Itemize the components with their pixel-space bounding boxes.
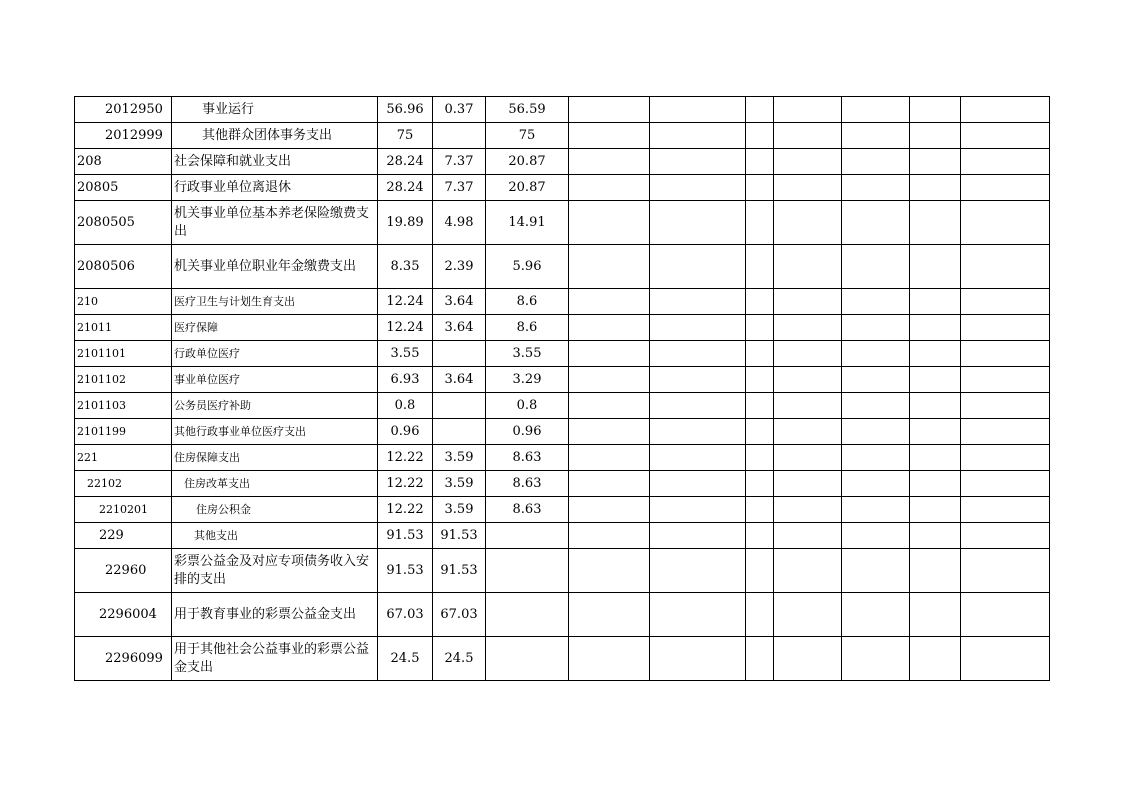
row-total: 67.03 xyxy=(378,593,433,637)
table-row xyxy=(75,523,1050,549)
row-basic xyxy=(433,419,486,445)
empty-cell xyxy=(961,419,1050,445)
row-total: 8.35 xyxy=(378,245,433,289)
empty-cell xyxy=(842,393,910,419)
row-basic xyxy=(433,341,486,367)
empty-cell xyxy=(569,97,650,123)
empty-cell xyxy=(746,497,774,523)
empty-cell xyxy=(650,97,746,123)
empty-cell xyxy=(650,497,746,523)
row-total: 28.24 xyxy=(378,149,433,175)
table-row xyxy=(75,97,1050,123)
empty-cell xyxy=(961,97,1050,123)
row-total: 28.24 xyxy=(378,175,433,201)
empty-cell xyxy=(961,445,1050,471)
empty-cell xyxy=(842,593,910,637)
empty-cell xyxy=(842,497,910,523)
empty-cell xyxy=(910,123,961,149)
empty-cell xyxy=(842,445,910,471)
row-code: 2101101 xyxy=(75,341,172,367)
empty-cell xyxy=(774,367,842,393)
table-row xyxy=(75,149,1050,175)
empty-cell xyxy=(746,149,774,175)
empty-cell xyxy=(774,289,842,315)
empty-cell xyxy=(842,245,910,289)
row-project: 8.6 xyxy=(486,315,569,341)
table-row xyxy=(75,175,1050,201)
row-total: 12.22 xyxy=(378,445,433,471)
row-total: 12.22 xyxy=(378,471,433,497)
table-row xyxy=(75,289,1050,315)
empty-cell xyxy=(746,471,774,497)
empty-cell xyxy=(910,593,961,637)
empty-cell xyxy=(746,315,774,341)
row-code: 210 xyxy=(75,289,172,315)
row-name: 社会保障和就业支出 xyxy=(172,149,378,175)
row-total: 56.96 xyxy=(378,97,433,123)
row-total: 6.93 xyxy=(378,367,433,393)
empty-cell xyxy=(842,471,910,497)
empty-cell xyxy=(569,123,650,149)
empty-cell xyxy=(961,497,1050,523)
empty-cell xyxy=(961,523,1050,549)
empty-cell xyxy=(910,419,961,445)
table-row xyxy=(75,497,1050,523)
table-row xyxy=(75,593,1050,637)
empty-cell xyxy=(569,637,650,681)
empty-cell xyxy=(650,445,746,471)
row-code: 2210201 xyxy=(75,497,172,523)
row-project xyxy=(486,523,569,549)
empty-cell xyxy=(650,549,746,593)
empty-cell xyxy=(746,175,774,201)
empty-cell xyxy=(910,149,961,175)
empty-cell xyxy=(961,593,1050,637)
empty-cell xyxy=(910,393,961,419)
empty-cell xyxy=(650,289,746,315)
empty-cell xyxy=(569,175,650,201)
empty-cell xyxy=(650,523,746,549)
row-name: 用于其他社会公益事业的彩票公益金支出 xyxy=(172,637,378,681)
empty-cell xyxy=(842,549,910,593)
empty-cell xyxy=(569,445,650,471)
row-project: 75 xyxy=(486,123,569,149)
row-basic: 3.64 xyxy=(433,289,486,315)
row-project: 5.96 xyxy=(486,245,569,289)
row-code: 2101103 xyxy=(75,393,172,419)
row-code: 2296004 xyxy=(75,593,172,637)
empty-cell xyxy=(746,245,774,289)
empty-cell xyxy=(650,123,746,149)
row-code: 2296099 xyxy=(75,637,172,681)
empty-cell xyxy=(961,245,1050,289)
row-name: 行政单位医疗 xyxy=(172,341,378,367)
empty-cell xyxy=(910,367,961,393)
empty-cell xyxy=(774,445,842,471)
row-project: 20.87 xyxy=(486,149,569,175)
row-basic: 67.03 xyxy=(433,593,486,637)
table-row xyxy=(75,245,1050,289)
row-project: 20.87 xyxy=(486,175,569,201)
row-code: 22102 xyxy=(75,471,172,497)
empty-cell xyxy=(842,315,910,341)
empty-cell xyxy=(910,175,961,201)
row-total: 12.22 xyxy=(378,497,433,523)
row-total: 19.89 xyxy=(378,201,433,245)
row-name: 住房改革支出 xyxy=(172,471,378,497)
empty-cell xyxy=(910,445,961,471)
empty-cell xyxy=(569,523,650,549)
row-basic: 7.37 xyxy=(433,149,486,175)
row-total: 0.8 xyxy=(378,393,433,419)
empty-cell xyxy=(746,549,774,593)
empty-cell xyxy=(774,497,842,523)
empty-cell xyxy=(774,637,842,681)
empty-cell xyxy=(842,341,910,367)
row-code: 21011 xyxy=(75,315,172,341)
row-name: 机关事业单位基本养老保险缴费支出 xyxy=(172,201,378,245)
row-project: 56.59 xyxy=(486,97,569,123)
row-total: 24.5 xyxy=(378,637,433,681)
empty-cell xyxy=(842,637,910,681)
empty-cell xyxy=(774,315,842,341)
empty-cell xyxy=(961,123,1050,149)
row-project xyxy=(486,637,569,681)
empty-cell xyxy=(569,549,650,593)
row-name: 其他行政事业单位医疗支出 xyxy=(172,419,378,445)
empty-cell xyxy=(774,201,842,245)
row-code: 22960 xyxy=(75,549,172,593)
row-project: 8.63 xyxy=(486,497,569,523)
empty-cell xyxy=(961,393,1050,419)
empty-cell xyxy=(746,523,774,549)
empty-cell xyxy=(650,393,746,419)
empty-cell xyxy=(746,201,774,245)
row-project: 0.8 xyxy=(486,393,569,419)
table-row xyxy=(75,315,1050,341)
empty-cell xyxy=(910,637,961,681)
empty-cell xyxy=(774,341,842,367)
row-basic: 24.5 xyxy=(433,637,486,681)
empty-cell xyxy=(961,367,1050,393)
empty-cell xyxy=(961,175,1050,201)
row-code: 221 xyxy=(75,445,172,471)
row-basic: 3.64 xyxy=(433,315,486,341)
empty-cell xyxy=(961,315,1050,341)
row-basic: 3.59 xyxy=(433,471,486,497)
empty-cell xyxy=(569,593,650,637)
row-code: 2101199 xyxy=(75,419,172,445)
empty-cell xyxy=(569,393,650,419)
row-project xyxy=(486,549,569,593)
empty-cell xyxy=(650,419,746,445)
row-basic: 4.98 xyxy=(433,201,486,245)
empty-cell xyxy=(569,315,650,341)
row-project: 8.63 xyxy=(486,471,569,497)
table-row xyxy=(75,419,1050,445)
empty-cell xyxy=(910,523,961,549)
empty-cell xyxy=(569,419,650,445)
empty-cell xyxy=(650,315,746,341)
row-total: 12.24 xyxy=(378,289,433,315)
row-project: 0.96 xyxy=(486,419,569,445)
table-row xyxy=(75,445,1050,471)
empty-cell xyxy=(961,341,1050,367)
empty-cell xyxy=(910,341,961,367)
empty-cell xyxy=(961,637,1050,681)
empty-cell xyxy=(842,201,910,245)
empty-cell xyxy=(569,497,650,523)
empty-cell xyxy=(774,471,842,497)
empty-cell xyxy=(650,593,746,637)
empty-cell xyxy=(569,367,650,393)
row-basic: 91.53 xyxy=(433,523,486,549)
empty-cell xyxy=(910,201,961,245)
empty-cell xyxy=(650,201,746,245)
empty-cell xyxy=(650,341,746,367)
empty-cell xyxy=(842,149,910,175)
empty-cell xyxy=(569,471,650,497)
table-row xyxy=(75,637,1050,681)
row-code: 2012999 xyxy=(75,123,172,149)
row-code: 229 xyxy=(75,523,172,549)
empty-cell xyxy=(650,175,746,201)
row-basic: 3.59 xyxy=(433,497,486,523)
empty-cell xyxy=(961,289,1050,315)
empty-cell xyxy=(746,593,774,637)
table-row xyxy=(75,341,1050,367)
empty-cell xyxy=(910,549,961,593)
empty-cell xyxy=(774,419,842,445)
row-total: 3.55 xyxy=(378,341,433,367)
empty-cell xyxy=(746,123,774,149)
row-name: 公务员医疗补助 xyxy=(172,393,378,419)
row-basic: 0.37 xyxy=(433,97,486,123)
row-project: 8.6 xyxy=(486,289,569,315)
row-basic xyxy=(433,393,486,419)
empty-cell xyxy=(842,523,910,549)
empty-cell xyxy=(650,149,746,175)
row-basic: 3.64 xyxy=(433,367,486,393)
row-project xyxy=(486,593,569,637)
empty-cell xyxy=(774,245,842,289)
row-name: 事业单位医疗 xyxy=(172,367,378,393)
row-name: 用于教育事业的彩票公益金支出 xyxy=(172,593,378,637)
table-row xyxy=(75,123,1050,149)
row-name: 其他群众团体事务支出 xyxy=(172,123,378,149)
empty-cell xyxy=(746,367,774,393)
table-row xyxy=(75,549,1050,593)
empty-cell xyxy=(842,175,910,201)
empty-cell xyxy=(650,245,746,289)
empty-cell xyxy=(910,289,961,315)
empty-cell xyxy=(569,245,650,289)
row-code: 2080506 xyxy=(75,245,172,289)
row-total: 12.24 xyxy=(378,315,433,341)
row-name: 医疗卫生与计划生育支出 xyxy=(172,289,378,315)
row-code: 208 xyxy=(75,149,172,175)
empty-cell xyxy=(842,97,910,123)
empty-cell xyxy=(650,471,746,497)
row-project: 8.63 xyxy=(486,445,569,471)
empty-cell xyxy=(746,289,774,315)
empty-cell xyxy=(774,593,842,637)
row-basic: 3.59 xyxy=(433,445,486,471)
empty-cell xyxy=(774,97,842,123)
row-name: 行政事业单位离退休 xyxy=(172,175,378,201)
empty-cell xyxy=(842,419,910,445)
empty-cell xyxy=(774,175,842,201)
empty-cell xyxy=(746,419,774,445)
empty-cell xyxy=(774,123,842,149)
empty-cell xyxy=(961,549,1050,593)
row-code: 2012950 xyxy=(75,97,172,123)
empty-cell xyxy=(774,523,842,549)
budget-table xyxy=(74,96,1050,681)
empty-cell xyxy=(746,341,774,367)
row-name: 住房公积金 xyxy=(172,497,378,523)
empty-cell xyxy=(569,149,650,175)
row-project: 14.91 xyxy=(486,201,569,245)
row-basic xyxy=(433,123,486,149)
row-basic: 2.39 xyxy=(433,245,486,289)
empty-cell xyxy=(910,97,961,123)
empty-cell xyxy=(961,201,1050,245)
empty-cell xyxy=(650,367,746,393)
empty-cell xyxy=(746,97,774,123)
empty-cell xyxy=(746,445,774,471)
row-name: 住房保障支出 xyxy=(172,445,378,471)
table-row xyxy=(75,471,1050,497)
empty-cell xyxy=(569,201,650,245)
empty-cell xyxy=(842,123,910,149)
row-project: 3.29 xyxy=(486,367,569,393)
row-total: 0.96 xyxy=(378,419,433,445)
row-basic: 7.37 xyxy=(433,175,486,201)
empty-cell xyxy=(569,341,650,367)
empty-cell xyxy=(774,549,842,593)
empty-cell xyxy=(746,393,774,419)
empty-cell xyxy=(569,289,650,315)
row-total: 75 xyxy=(378,123,433,149)
row-total: 91.53 xyxy=(378,523,433,549)
row-code: 20805 xyxy=(75,175,172,201)
row-name: 事业运行 xyxy=(172,97,378,123)
empty-cell xyxy=(650,637,746,681)
empty-cell xyxy=(774,149,842,175)
empty-cell xyxy=(910,245,961,289)
empty-cell xyxy=(842,367,910,393)
row-total: 91.53 xyxy=(378,549,433,593)
empty-cell xyxy=(910,497,961,523)
empty-cell xyxy=(961,471,1050,497)
empty-cell xyxy=(910,315,961,341)
empty-cell xyxy=(910,471,961,497)
row-name: 机关事业单位职业年金缴费支出 xyxy=(172,245,378,289)
empty-cell xyxy=(774,393,842,419)
row-basic: 91.53 xyxy=(433,549,486,593)
empty-cell xyxy=(842,289,910,315)
table-row xyxy=(75,393,1050,419)
row-name: 其他支出 xyxy=(172,523,378,549)
empty-cell xyxy=(746,637,774,681)
empty-cell xyxy=(961,149,1050,175)
row-code: 2080505 xyxy=(75,201,172,245)
row-name: 医疗保障 xyxy=(172,315,378,341)
row-name: 彩票公益金及对应专项债务收入安排的支出 xyxy=(172,549,378,593)
row-code: 2101102 xyxy=(75,367,172,393)
table-row xyxy=(75,367,1050,393)
table-row xyxy=(75,201,1050,245)
row-project: 3.55 xyxy=(486,341,569,367)
